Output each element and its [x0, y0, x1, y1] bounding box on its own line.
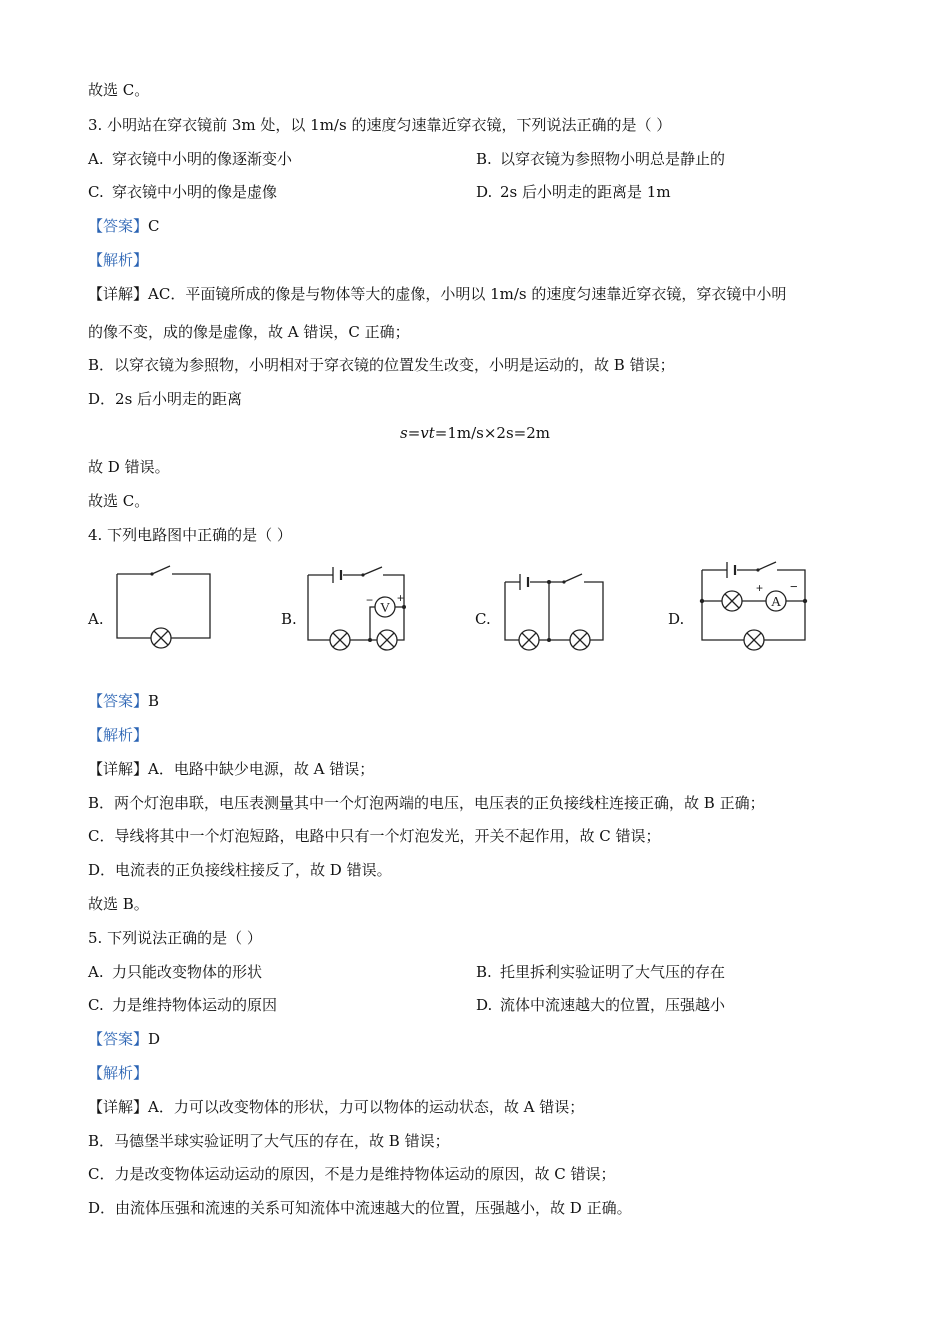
ammeter-minus: − — [790, 579, 798, 594]
q4-answer — [88, 691, 159, 711]
q4-stem: 4. 下列电路图中正确的是（ ） — [88, 526, 292, 544]
diagram-label-b: B. — [281, 610, 297, 628]
q3-formula — [0, 423, 950, 443]
detail-text: A．电路中缺少电源，故 A 错误； — [148, 760, 375, 778]
q3-option-a — [88, 149, 292, 169]
q4-analysis-tag: 【解析】 — [88, 726, 149, 744]
q3-answer — [88, 216, 160, 236]
q3-detail-4: D．2s 后小明走的距离 — [88, 390, 243, 408]
wire — [505, 582, 603, 640]
q3-option-b — [476, 149, 725, 169]
q5-option-b — [476, 962, 725, 982]
option-text: 以穿衣镜为参照物小明总是静止的 — [500, 150, 726, 168]
q5-option-a — [88, 962, 262, 982]
ammeter-symbol: A — [770, 595, 782, 610]
detail-text: AC．平面镜所成的像是与物体等大的虚像，小明以 1m/s 的速度匀速靠近穿衣镜，穿衣镜中小明 — [148, 285, 787, 303]
q3-detail-5: 故 D 错误。 — [88, 458, 170, 476]
ammeter-plus: + — [756, 581, 764, 595]
q3-analysis-tag: 【解析】 — [88, 251, 149, 269]
diagram-label-c: C. — [475, 610, 491, 628]
q4-detail-4: D．电流表的正负接线柱接反了，故 D 错误。 — [88, 861, 392, 879]
circuit-a — [110, 560, 220, 660]
q5-detail-4: D．由流体压强和流速的关系可知流体中流速越大的位置，压强越小，故 D 正确。 — [88, 1199, 632, 1217]
q5-option-d — [476, 995, 725, 1015]
formula-eq: = — [407, 424, 421, 442]
formula-t: t — [428, 424, 435, 442]
q3-detail-3: B．以穿衣镜为参照物，小明相对于穿衣镜的位置发生改变，小明是运动的，故 B 错误； — [88, 356, 675, 374]
diagram-label-a: A. — [88, 610, 104, 628]
answer-value: B — [148, 692, 160, 710]
option-text: 穿衣镜中小明的像逐渐变小 — [112, 150, 293, 168]
q5-detail-1 — [88, 1097, 584, 1117]
formula-s: s — [399, 424, 408, 442]
q4-detail-1 — [88, 759, 374, 779]
q5-answer — [88, 1029, 160, 1049]
switch-icon — [152, 566, 170, 574]
q4-detail-2: B．两个灯泡串联，电压表测量其中一个灯泡两端的电压，电压表的正负接线柱连接正确，故 B 正确； — [88, 794, 765, 812]
option-text: 力是维持物体运动的原因 — [112, 996, 278, 1014]
detail-text: A．力可以改变物体的形状，力可以物体的运动状态，故 A 错误； — [148, 1098, 585, 1116]
answer-tag: 【答案】 — [88, 692, 149, 710]
option-label: A. — [88, 963, 104, 981]
q3-option-d — [476, 182, 671, 202]
q5-analysis-tag: 【解析】 — [88, 1064, 149, 1082]
option-label: D. — [476, 996, 493, 1014]
q3-conclusion: 故选 C。 — [88, 492, 150, 510]
detail-tag: 【详解】 — [88, 285, 149, 303]
q4-detail-3: C．导线将其中一个灯泡短路，电路中只有一个灯泡发光，开关不起作用，故 C 错误； — [88, 827, 661, 845]
option-text: 托里拆利实验证明了大气压的存在 — [500, 963, 726, 981]
voltmeter-plus: + — [397, 591, 405, 605]
circuit-c — [495, 560, 610, 660]
option-text: 力只能改变物体的形状 — [112, 963, 263, 981]
q3-stem: 3. 小明站在穿衣镜前 3m 处，以 1m/s 的速度匀速靠近穿衣镜，下列说法正确的是（ ） — [88, 116, 672, 134]
detail-tag: 【详解】 — [88, 1098, 149, 1116]
option-text: 2s 后小明走的距离是 1m — [500, 183, 671, 201]
diagram-label-d: D. — [668, 610, 685, 628]
switch-icon — [363, 567, 382, 575]
q3-option-c — [88, 182, 277, 202]
q2-conclusion: 故选 C。 — [88, 81, 150, 99]
q5-stem: 5. 下列说法正确的是（ ） — [88, 929, 262, 947]
option-label: D. — [476, 183, 493, 201]
detail-tag: 【详解】 — [88, 760, 149, 778]
q5-option-c — [88, 995, 277, 1015]
option-label: A. — [88, 150, 104, 168]
option-label: B. — [476, 150, 492, 168]
switch-icon — [758, 562, 776, 570]
voltmeter-minus: − — [366, 593, 374, 607]
switch-icon — [564, 574, 582, 582]
formula-v: v — [420, 424, 429, 442]
formula-rest: =1m/s×2s=2m — [434, 424, 551, 442]
answer-tag: 【答案】 — [88, 217, 149, 235]
option-label: C. — [88, 183, 104, 201]
answer-value: C — [148, 217, 160, 235]
option-text: 流体中流速越大的位置，压强越小 — [500, 996, 726, 1014]
circuit-d — [695, 555, 815, 660]
option-label: C. — [88, 996, 104, 1014]
circuit-b — [300, 560, 415, 660]
q5-detail-2: B．马德堡半球实验证明了大气压的存在，故 B 错误； — [88, 1132, 450, 1150]
q3-detail-2: 的像不变，成的像是虚像，故 A 错误，C 正确； — [88, 323, 410, 341]
q5-detail-3: C．力是改变物体运动运动的原因，不是力是维持物体运动的原因，故 C 错误； — [88, 1165, 616, 1183]
q4-conclusion: 故选 B。 — [88, 895, 149, 913]
option-label: B. — [476, 963, 492, 981]
answer-tag: 【答案】 — [88, 1030, 149, 1048]
voltmeter-symbol: V — [379, 601, 391, 616]
option-text: 穿衣镜中小明的像是虚像 — [112, 183, 278, 201]
answer-value: D — [148, 1030, 161, 1048]
q3-detail-1 — [88, 284, 786, 304]
